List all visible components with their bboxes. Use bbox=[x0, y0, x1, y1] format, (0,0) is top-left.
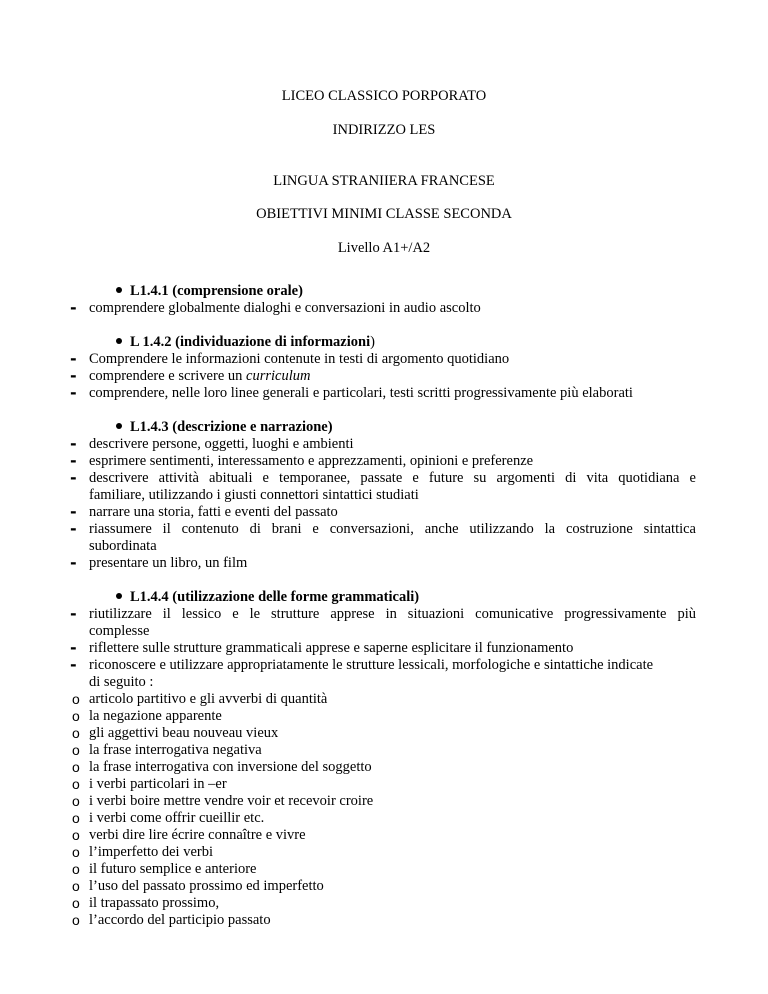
dash-marker: - bbox=[70, 349, 77, 368]
section-heading-3: L1.4.3 (descrizione e narrazione) bbox=[116, 418, 333, 436]
dash-marker: - bbox=[70, 553, 77, 572]
dash-marker: - bbox=[70, 434, 77, 453]
dash-marker: - bbox=[70, 366, 77, 385]
circle-marker: o bbox=[72, 793, 80, 809]
section-heading-2: L 1.4.2 (individuazione di informazioni) bbox=[116, 333, 375, 351]
circle-marker: o bbox=[72, 725, 80, 741]
section-heading-1: L1.4.1 (comprensione orale) bbox=[116, 282, 303, 300]
goals-title: OBIETTIVI MINIMI CLASSE SECONDA bbox=[256, 206, 512, 222]
circle-marker: o bbox=[72, 827, 80, 843]
dash-marker: - bbox=[70, 383, 77, 402]
school-title: LICEO CLASSICO PORPORATO bbox=[281, 88, 487, 104]
level-title: Livello A1+/A2 bbox=[337, 240, 431, 256]
bullet-icon bbox=[116, 338, 122, 344]
circle-marker: o bbox=[72, 912, 80, 928]
circle-marker: o bbox=[72, 742, 80, 758]
document-page: LICEO CLASSICO PORPORATO INDIRIZZO LES LINGUA STRANIIERA FRANCESE OBIETTIVI MINIMI CLASSE SECONDA Livello A1+/A2 L1.4.1 (comprensione orale) - comprendere globalmente dialoghi e conversazioni in audio ascolto L 1.4.2 (individuazione di informazioni) - Comprendere le informazioni contenute in testi di argomento quotidiano - comprendere e scrivere un curriculum - comprendere, nelle loro linee generali e particolari, testi scritti progressivamente più elaborati L1.4.3 (descrizione e narrazione) - descrivere persone, oggetti, luoghi e ambienti - esprimere sentimenti, interessamento e apprezzamenti, opinioni e preferenze - descrivere attività abituali e temporanee, passate e future su argomenti di vita quotidiana e familiare, utilizzando i giusti connettori sintattici studiati - narrare una storia, fatti e eventi del passato - riassumere il contenuto di brani e conversazioni, anche utilizzando la costruzione sintattica subordinata - presentare un libro, un film L1.4.4 (utilizzazione delle forme grammaticali) - riutilizzare il lessico e le strutture apprese in situazioni comunicative progressivamente più complesse - riflettere sulle strutture grammaticali apprese e saperne esplicitare il funzionamento - riconoscere e utilizzare appropriatamente le strutture lessicali, morfologiche e sintattiche indicate di seguito : o articolo partitivo e gli avverbi di quantità o la negazione apparente o gli aggettivi beau nouveau vieux o la frase interrogativa negativa o la frase interrogativa con inversione del soggetto o i verbi particolari in –er o i verbi boire mettre vendre voir et recevoir croire o i verbi come offrir cueillir etc. o verbi dire lire écrire connaître e vivre o l’imperfetto dei verbi o il futuro semplice e anteriore o l’uso del passato prossimo ed imperfetto o il trapassato prossimo, o l’accordo del participio passato bbox=[0, 0, 768, 994]
circle-marker: o bbox=[72, 861, 80, 877]
bullet-icon bbox=[116, 593, 122, 599]
subject-title: LINGUA STRANIIERA FRANCESE bbox=[273, 173, 495, 189]
dash-marker: - bbox=[70, 468, 77, 487]
circle-marker: o bbox=[72, 776, 80, 792]
dash-marker: - bbox=[70, 519, 77, 538]
circle-marker: o bbox=[72, 708, 80, 724]
branch-title: INDIRIZZO LES bbox=[332, 122, 436, 138]
circle-marker: o bbox=[72, 878, 80, 894]
bullet-icon bbox=[116, 423, 122, 429]
circle-marker: o bbox=[72, 691, 80, 707]
circle-marker: o bbox=[72, 810, 80, 826]
dash-marker: - bbox=[70, 655, 77, 674]
section-heading-4: L1.4.4 (utilizzazione delle forme grammaticali) bbox=[116, 588, 419, 606]
circle-marker: o bbox=[72, 895, 80, 911]
circle-marker: o bbox=[72, 759, 80, 775]
dash-marker: - bbox=[70, 604, 77, 623]
dash-marker: - bbox=[70, 451, 77, 470]
dash-marker: - bbox=[70, 638, 77, 657]
circle-marker: o bbox=[72, 844, 80, 860]
dash-marker: - bbox=[70, 502, 77, 521]
dash-marker: - bbox=[70, 298, 77, 317]
bullet-icon bbox=[116, 287, 122, 293]
